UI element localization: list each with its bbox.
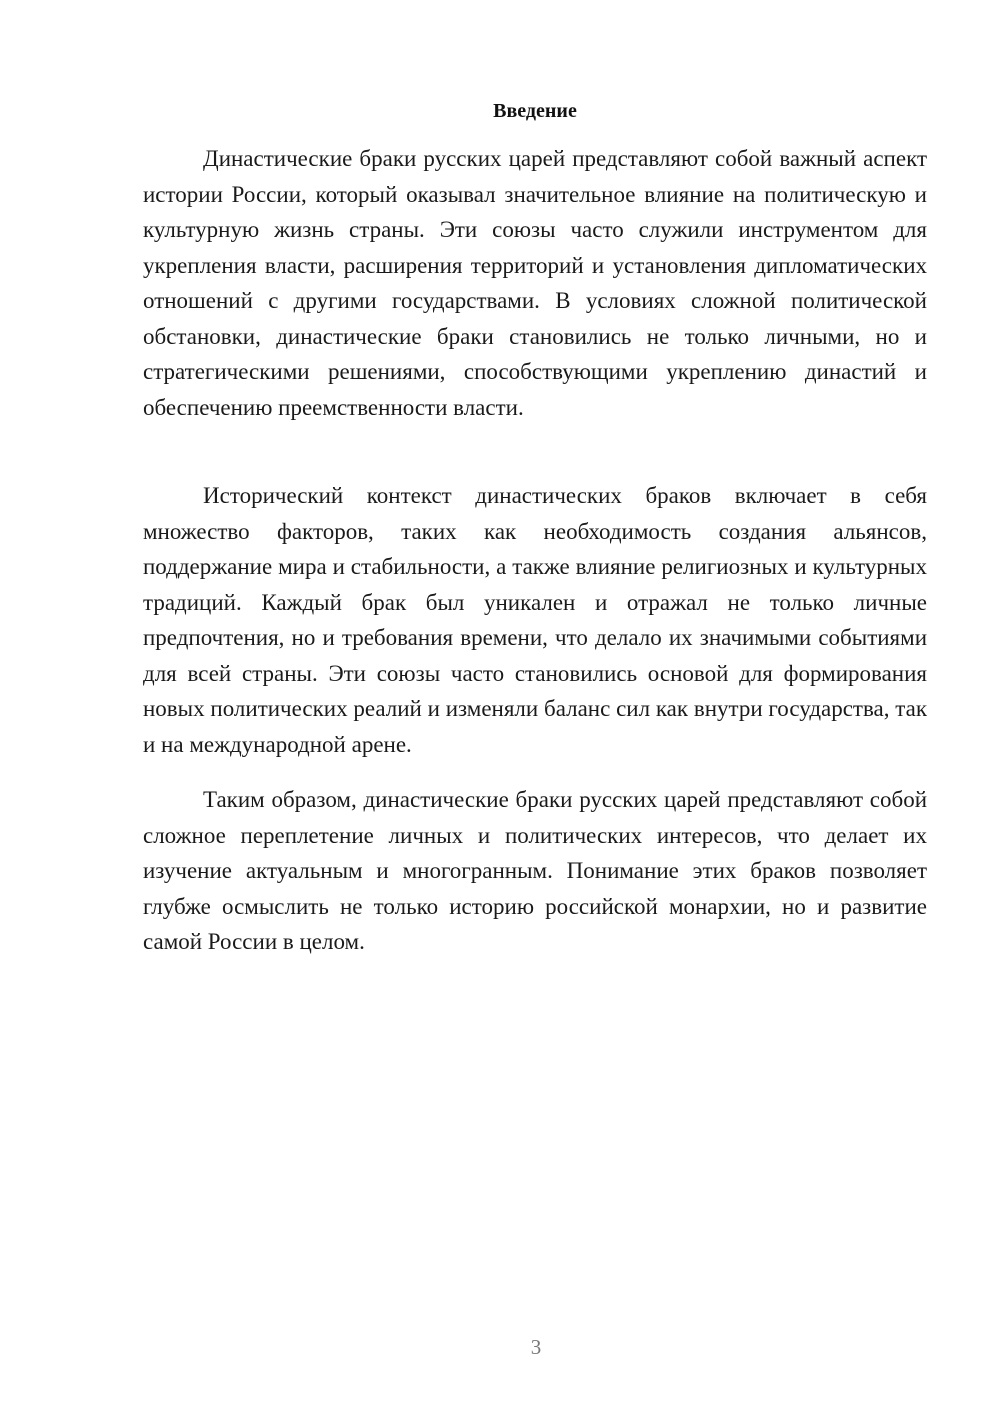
- page-number: 3: [530, 1335, 542, 1359]
- paragraph-conclusion: Таким образом, династические браки русских царей представляют собой сложное переплетение личных и политических интересов, что делает их изучение актуальным и многогранным. Понимание этих браков позволяет глубже осмыслить не только историю российской монархии, но и развитие самой России в целом.: [143, 787, 927, 954]
- paragraph-historical-context: Исторический контекст династических браков включает в себя множество факторов, таких как необходимость создания альянсов, поддержание мира и стабильности, а также влияние религиозных и культурных традиций. Каждый брак был уникален и отражал не только личные предпочтения, но и требования времени, что делало их значимыми событиями для всей страны. Эти союзы часто становились основой для формирования новых политических реалий и изменяли баланс сил как внутри государства, так и на международной арене.: [143, 483, 927, 757]
- paragraph-intro: Династические браки русских царей представляют собой важный аспект истории России, который оказывал значительное влияние на политическую и культурную жизнь страны. Эти союзы часто служили инструментом для укрепления власти, расширения территорий и установления дипломатических отношений с другими государствами. В условиях сложной политической обстановки, династические браки становились не только личными, но и стратегическими решениями, способствующими укреплению династий и обеспечению преемственности власти.: [143, 146, 927, 420]
- section-heading: Введение: [493, 100, 577, 122]
